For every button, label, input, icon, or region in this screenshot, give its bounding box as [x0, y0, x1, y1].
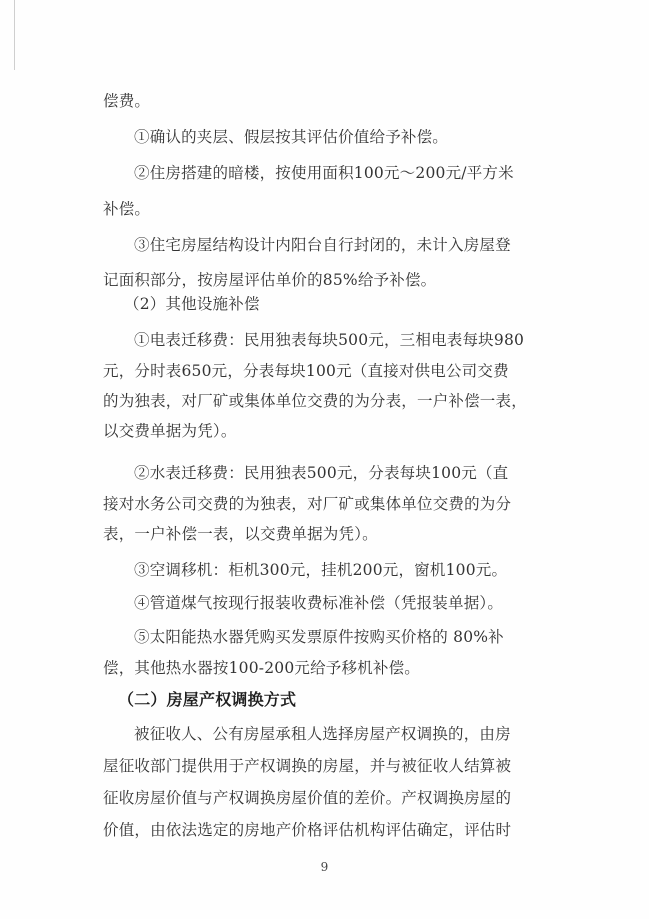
text-line: 屋征收部门提供用于产权调换的房屋，并与被征收人结算被: [103, 757, 512, 775]
text-line: 价值，由依法选定的房地产价格评估机构评估确定，评估时: [103, 821, 512, 839]
text-line: ③住宅房屋结构设计内阳台自行封闭的，未计入房屋登: [134, 236, 511, 254]
text-line: 以交费单据为凭）。: [103, 422, 237, 440]
text-line: 接对水务公司交费的为独表，对厂矿或集体单位交费的为分: [103, 495, 512, 513]
scan-edge-mark: [14, 0, 15, 70]
text-line: 的为独表，对厂矿或集体单位交费的为分表，一户补偿一表，: [103, 392, 527, 410]
section-heading: （二）房屋产权调换方式: [118, 690, 297, 709]
text-line: 补偿。: [103, 200, 151, 218]
page-number: 9: [320, 860, 329, 874]
text-line: ②水表迁移费：民用独表500元，分表每块100元（直: [134, 464, 509, 482]
subsection-heading: （2）其他设施补偿: [124, 295, 260, 313]
text-line: 被征收人、公有房屋承租人选择房屋产权调换的，由房: [134, 725, 511, 743]
text-line: ②住房搭建的暗楼，按使用面积100元～200元/平方米: [134, 164, 514, 182]
text-line: ①电表迁移费：民用独表每块500元，三相电表每块980: [134, 331, 525, 349]
text-line: 记面积部分，按房屋评估单价的85%给予补偿。: [103, 271, 437, 289]
text-line: 偿费。: [103, 92, 151, 110]
text-line: 元，分时表650元，分表每块100元（直接对供电公司交费: [103, 362, 509, 380]
text-line: ③空调移机：柜机300元，挂机200元，窗机100元。: [134, 561, 508, 579]
text-line: ⑤太阳能热水器凭购买发票原件按购买价格的 80%补: [134, 628, 504, 646]
text-line: ④管道煤气按现行报装收费标准补偿（凭报装单据）。: [134, 594, 504, 612]
text-line: ①确认的夹层、假层按其评估价值给予补偿。: [134, 128, 449, 146]
text-line: 征收房屋价值与产权调换房屋价值的差价。产权调换房屋的: [103, 789, 512, 807]
text-line: 表，一户补偿一表，以交费单据为凭）。: [103, 525, 378, 543]
text-line: 偿，其他热水器按100-200元给予移机补偿。: [103, 659, 421, 677]
